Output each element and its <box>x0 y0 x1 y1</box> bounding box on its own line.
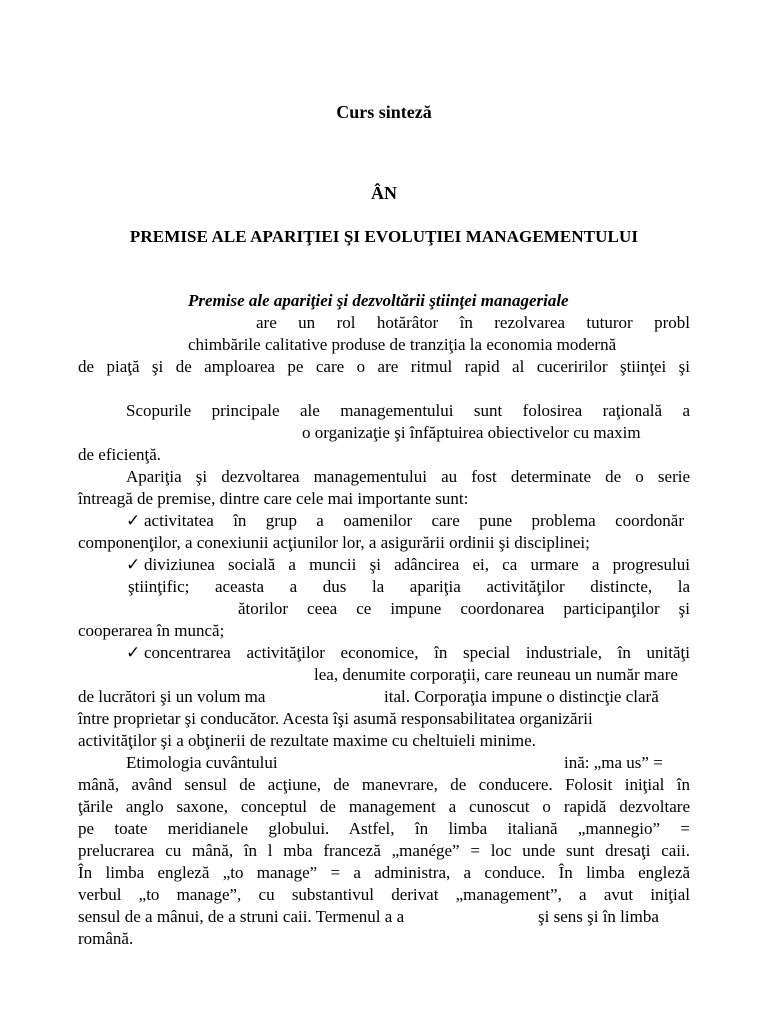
text-line: componenţilor, a conexiunii acţiunilor lor, a asigurării ordinii şi disciplinei; <box>78 533 590 552</box>
text-line: concentrarea activităţilor economice, în special industriale, în unităţi <box>144 643 690 662</box>
text-line: prelucrarea cu mână, în l mba franceză „manége” = loc unde sunt dresaţi caii. <box>78 841 690 860</box>
year-label: ÂN <box>371 183 397 203</box>
section-subtitle: Premise ale apariţiei şi dezvoltării ştiinţei manageriale <box>188 291 569 310</box>
text-line: Etimologia cuvântului <box>126 753 278 772</box>
text-line: de piaţă şi de amploarea pe care o are ritmul rapid al cuceririlor ştiinţei şi <box>78 357 690 376</box>
text-line: ital. Corporaţia impune o distincţie clară <box>384 687 659 706</box>
text-line: Scopurile principale ale managementului sunt folosirea raţională a <box>126 401 690 420</box>
checkmark-icon: ✓ <box>126 643 141 662</box>
checkmark-icon: ✓ <box>126 511 141 530</box>
text-line: mână, având sensul de acţiune, de manevrare, de conducere. Folosit iniţial în <box>78 775 690 794</box>
text-line: activitatea în grup a oamenilor care pune problema coordonăr <box>144 511 684 530</box>
chapter-heading: PREMISE ALE APARIŢIEI ŞI EVOLUŢIEI MANAGEMENTULUI <box>129 227 639 246</box>
checkmark-icon: ✓ <box>126 555 141 574</box>
text-line: pe toate meridianele globului. Astfel, în limba italiană „mannegio” = <box>78 819 690 838</box>
text-line: ţările anglo saxone, conceptul de management a cunoscut o rapidă dezvoltare <box>78 797 690 816</box>
text-line: ătorilor ceea ce impune coordonarea participanţilor şi <box>238 599 690 618</box>
text-line: cooperarea în muncă; <box>78 621 225 640</box>
text-line: română. <box>78 929 134 948</box>
text-line: şi sens şi în limba <box>538 907 659 926</box>
text-line: lea, denumite corporaţii, care reuneau un număr mare <box>314 665 678 684</box>
text-line: activităţilor şi a obţinerii de rezultate maxime cu cheltuieli minime. <box>78 731 536 750</box>
text-line: de eficienţă. <box>78 445 162 464</box>
text-line: între proprietar şi conducător. Acesta îşi asumă responsabilitatea organizării <box>78 709 593 728</box>
bullet-item <box>126 643 140 663</box>
text-line: are un rol hotărâtor în rezolvarea tuturor probl <box>256 313 690 332</box>
text-line: întreagă de premise, dintre care cele mai importante sunt: <box>78 489 469 508</box>
document-title: Curs sinteză <box>336 102 432 122</box>
text-line: diviziunea socială a muncii şi adâncirea ei, ca urmare a progresului <box>144 555 690 574</box>
bullet-item <box>126 555 140 575</box>
text-line: o organizaţie şi înfăptuirea obiectivelor cu maxim <box>302 423 641 442</box>
text-line: verbul „to manage”, cu substantivul derivat „management”, a avut iniţial <box>78 885 690 904</box>
text-line: În limba engleză „to manage” = a administra, a conduce. În limba engleză <box>78 863 690 882</box>
text-line: Apariţia şi dezvoltarea managementului au fost determinate de o serie <box>126 467 690 486</box>
text-line: de lucrători şi un volum ma <box>78 687 266 706</box>
text-line: sensul de a mânui, de a struni caii. Termenul a a <box>78 907 405 926</box>
text-line: chimbările calitative produse de tranziţia la economia modernă <box>188 335 617 354</box>
text-line: ştiinţific; aceasta a dus la apariţia activităţilor distincte, la <box>128 577 690 596</box>
text-line: ină: „ma us” = <box>564 753 663 772</box>
